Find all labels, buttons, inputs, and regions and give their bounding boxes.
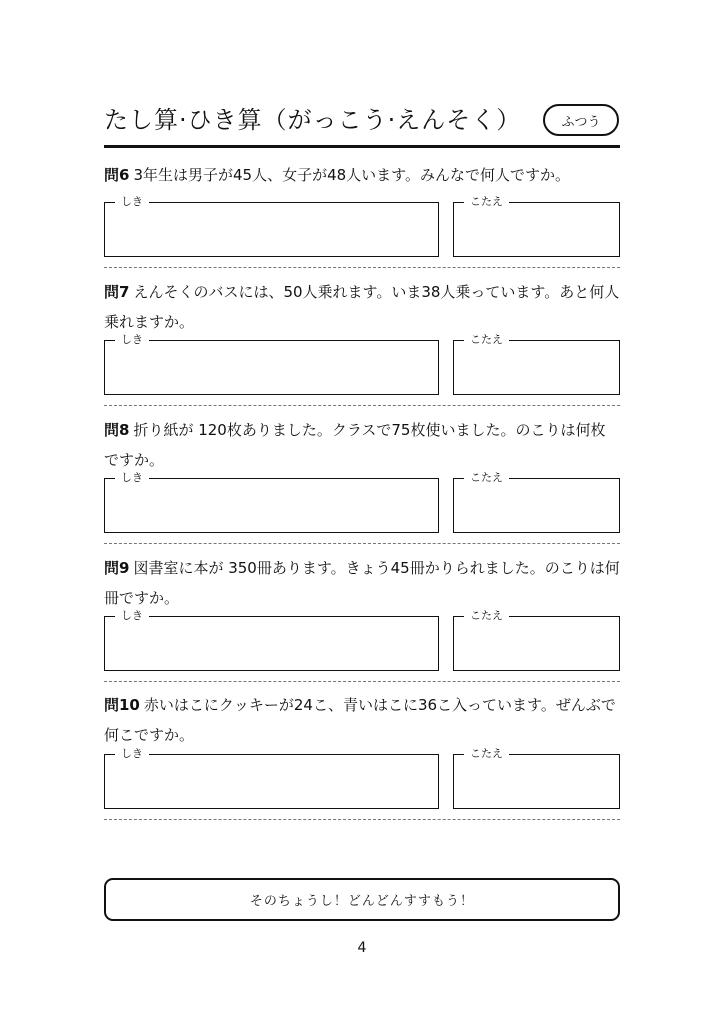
separator xyxy=(104,681,620,682)
shiki-box[interactable] xyxy=(104,195,439,257)
question-body: 3年生は男子が45人、女子が48人います。みんなで何人ですか。 xyxy=(133,166,570,184)
encouragement-banner: そのちょうし！どんどんすすもう！ xyxy=(104,878,620,921)
question-text xyxy=(104,415,620,475)
question-text xyxy=(104,553,620,613)
shiki-label: しき xyxy=(115,194,149,210)
kotae-label: こたえ xyxy=(464,194,509,210)
shiki-label: しき xyxy=(115,332,149,348)
kotae-label: こたえ xyxy=(464,332,509,348)
kotae-box[interactable] xyxy=(453,195,620,257)
question-text xyxy=(104,690,620,750)
question-body: 赤いはこにクッキーが24こ、青いはこに36こ入っています。ぜんぶで何こですか。 xyxy=(104,696,616,744)
kotae-box[interactable] xyxy=(453,471,620,533)
page-title: たし算·ひき算（がっこう·えんそく） xyxy=(104,106,522,134)
question-text xyxy=(104,160,620,190)
question-body: 折り紙が 120枚ありました。クラスで75枚使いました。のこりは何枚ですか。 xyxy=(104,421,606,469)
separator xyxy=(104,819,620,820)
separator xyxy=(104,405,620,406)
shiki-label: しき xyxy=(115,470,149,486)
shiki-box[interactable] xyxy=(104,333,439,395)
question-body: えんそくのバスには、50人乗れます。いま38人乗っています。あと何人乗れますか。 xyxy=(104,283,620,331)
kotae-box[interactable] xyxy=(453,747,620,809)
kotae-box[interactable] xyxy=(453,333,620,395)
question-number: 問8 xyxy=(104,421,130,439)
question-text xyxy=(104,277,620,337)
kotae-box[interactable] xyxy=(453,609,620,671)
question-body: 図書室に本が 350冊あります。きょう45冊かりられました。のこりは何冊ですか。 xyxy=(104,559,620,607)
shiki-box[interactable] xyxy=(104,471,439,533)
question-number: 問7 xyxy=(104,283,130,301)
separator xyxy=(104,543,620,544)
separator xyxy=(104,267,620,268)
shiki-box[interactable] xyxy=(104,609,439,671)
kotae-label: こたえ xyxy=(464,470,509,486)
shiki-label: しき xyxy=(115,746,149,762)
shiki-label: しき xyxy=(115,608,149,624)
question-6 xyxy=(104,160,620,190)
kotae-label: こたえ xyxy=(464,608,509,624)
question-7 xyxy=(104,277,620,337)
question-10 xyxy=(104,690,620,750)
question-number: 問6 xyxy=(104,166,130,184)
shiki-box[interactable] xyxy=(104,747,439,809)
question-9 xyxy=(104,553,620,613)
kotae-label: こたえ xyxy=(464,746,509,762)
page-number: 4 xyxy=(357,940,367,956)
level-badge: ふつう xyxy=(543,104,619,136)
question-8 xyxy=(104,415,620,475)
title-rule xyxy=(104,145,620,148)
question-number: 問9 xyxy=(104,559,130,577)
question-number: 問10 xyxy=(104,696,140,714)
